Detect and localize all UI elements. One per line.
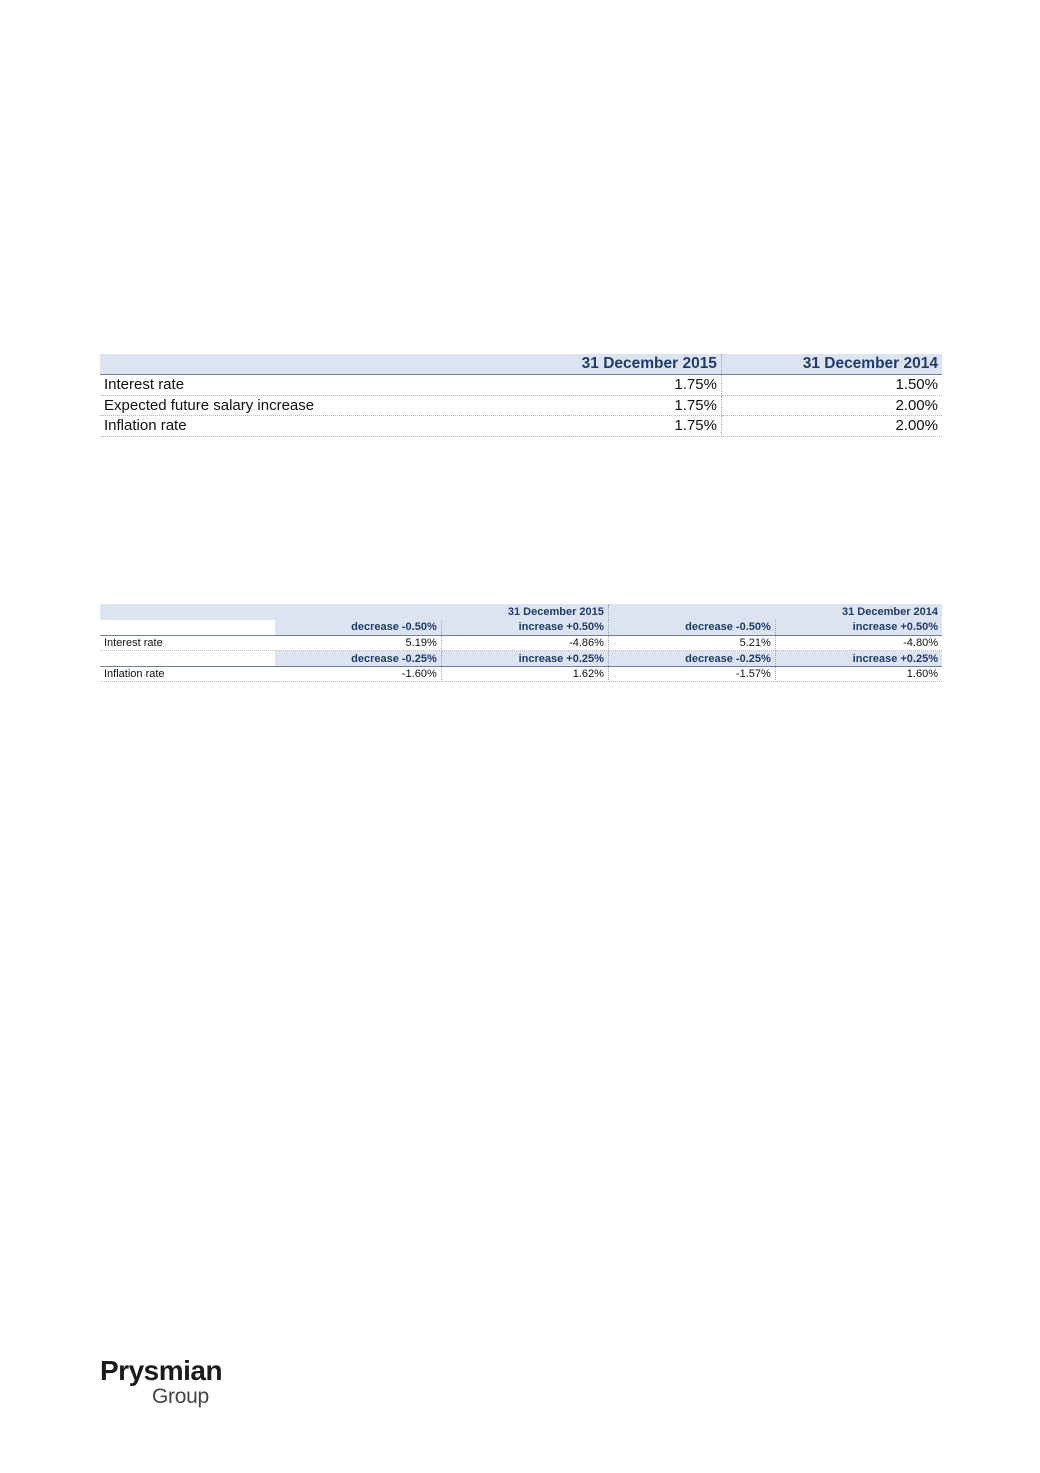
scenario-header: decrease -0.50% (608, 620, 775, 636)
cell-value: 1.60% (775, 666, 942, 682)
table-row (100, 666, 942, 682)
scenario-header: decrease -0.50% (275, 620, 441, 636)
scenario-header-row (100, 620, 942, 636)
table-header-row (100, 354, 942, 375)
scenario-header: decrease -0.25% (608, 651, 775, 667)
cell-2014: 1.50% (721, 375, 942, 396)
logo-line-2: Group (152, 1385, 209, 1408)
header-2014: 31 December 2014 (721, 354, 942, 375)
cell-value: -1.60% (275, 666, 441, 682)
cell-2015: 1.75% (568, 375, 721, 396)
year-header-row (100, 604, 942, 620)
cell-value: -4.80% (775, 635, 942, 651)
scenario-header-row (100, 651, 942, 667)
row-label: Interest rate (100, 635, 275, 651)
cell-value: 5.21% (608, 635, 775, 651)
logo-line-1: Prysmian (100, 1355, 223, 1386)
table-row (100, 635, 942, 651)
table-row (100, 395, 942, 416)
scenario-header: increase +0.25% (775, 651, 942, 667)
scenario-header: decrease -0.25% (275, 651, 441, 667)
cell-value: 5.19% (275, 635, 441, 651)
cell-2014: 2.00% (721, 395, 942, 416)
cell-2015: 1.75% (568, 395, 721, 416)
scenario-header: increase +0.50% (775, 620, 942, 636)
company-logo (100, 1356, 260, 1416)
cell-value: -1.57% (608, 666, 775, 682)
cell-2015: 1.75% (568, 416, 721, 437)
year-2014-header: 31 December 2014 (775, 604, 942, 620)
row-label: Expected future salary increase (100, 395, 568, 416)
table-row (100, 375, 942, 396)
sensitivity-table (100, 604, 942, 682)
row-label: Inflation rate (100, 666, 275, 682)
scenario-header: increase +0.25% (441, 651, 608, 667)
table-row (100, 416, 942, 437)
cell-value: 1.62% (441, 666, 608, 682)
assumptions-table (100, 354, 942, 437)
header-blank (100, 354, 568, 375)
cell-2014: 2.00% (721, 416, 942, 437)
header-2015: 31 December 2015 (568, 354, 721, 375)
row-label: Interest rate (100, 375, 568, 396)
row-label: Inflation rate (100, 416, 568, 437)
year-2015-header: 31 December 2015 (441, 604, 608, 620)
scenario-header: increase +0.50% (441, 620, 608, 636)
cell-value: -4.86% (441, 635, 608, 651)
